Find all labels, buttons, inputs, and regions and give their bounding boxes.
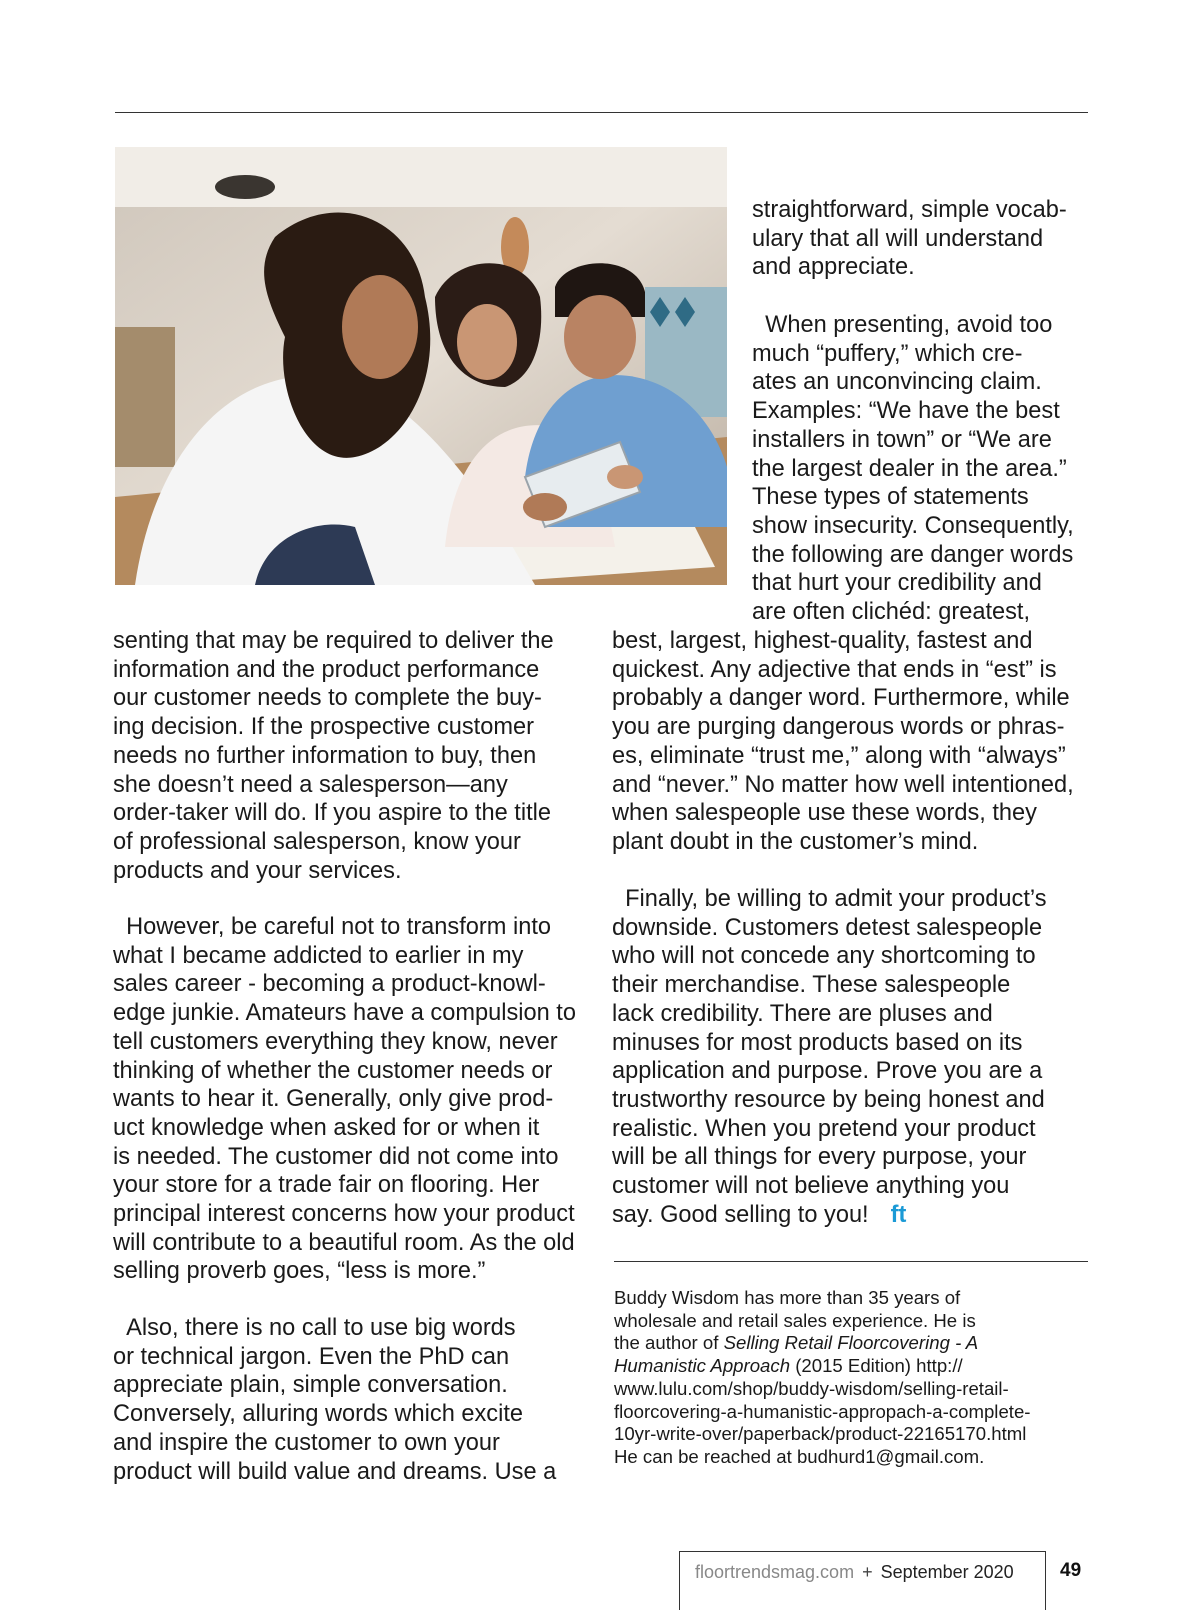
top-divider [115, 112, 1088, 113]
author-bio: Buddy Wisdom has more than 35 years of wholesale and retail sales experience. He is the author of Selling Retail Floorcovering - A Humanistic Approach (2015 Edition) http:// www.lulu.com/shop/buddy-wisdom/selling-retail- floorcovering-a-humanistic-appropach-a-complete- 10yr-write-over/paperback/product-22165170.html He can be reached at budhurd1@gmail.com. [614, 1287, 1031, 1467]
footer-date: September 2020 [880, 1562, 1014, 1582]
book-title-continued: Humanistic Approach [614, 1355, 791, 1377]
book-url: www.lulu.com/shop/buddy-wisdom/selling-retail- [614, 1377, 1009, 1399]
footer-site: floortrendsmag.com [695, 1562, 855, 1582]
paragraph-jargon: Also, there is no call to use big words or technical jargon. Even the PhD can appreciate plain, simple conversation. Conversely, alluring words which excite and inspire the customer to own your product will build value and dreams. Use a [113, 1315, 557, 1485]
page-number: 49 [1060, 1560, 1082, 1581]
closing-line: say. Good selling to you! ft [612, 1201, 907, 1228]
paragraph-puffery: When presenting, avoid too much “puffery,” which cre- ates an unconvincing claim. Examples: “We have the best installers in town” or “We are the largest dealer in the area.” These types of statements show insecurity. Consequently, the following are danger words that hurt your credibility and are often clichéd: greatest, [752, 312, 1074, 626]
paragraph-vocabulary-continued: straightforward, simple vocab- ulary that all will understand and appreciate. [752, 197, 1067, 281]
paragraph-product-knowledge: senting that may be required to deliver the information and the product performance our customer needs to complete the buy- ing decision. If the prospective customer needs no further information to buy, then she doesn’t need a salesperson—any order-taker will do. If you aspire to the title of professional salesperson, know your products and your services. [113, 628, 554, 884]
footer-credit [695, 1561, 1014, 1583]
paragraph-finally: Finally, be willing to admit your product’s downside. Customers detest salespeople who will not concede any shortcoming to their merchandise. These salespeople lack credibility. There are pluses and minuses for most products based on its application and purpose. Prove you are a trustworthy resource by being honest and realistic. When you pretend your product will be all things for every purpose, your customer will not believe anything you say. Good selling to you! ft [612, 886, 1047, 1228]
bio-divider [614, 1261, 1088, 1262]
paragraph-puffery-continued: best, largest, highest-quality, fastest and quickest. Any adjective that ends in “est” is probably a danger word. Furthermore, while you are purging dangerous words or phras- es, eliminate “trust me,” along with “always” and “never.” No matter how well intentioned, when salespeople use these words, they plant doubt in the customer’s mind. [612, 628, 1074, 855]
book-title: Selling Retail Floorcovering - A [723, 1332, 979, 1354]
article-photo [115, 147, 727, 585]
paragraph-knowledge-junkie: However, be careful not to transform into what I became addicted to earlier in my sales career - becoming a product-knowl- edge junkie. Amateurs have a compulsion to tell customers everything they know, never thinking of whether the customer needs or wants to hear it. Generally, only give prod- uct knowledge when asked for or when it is needed. The customer did not come into your store for a trade fair on flooring. Her principal interest concerns how your product will contribute to a beautiful room. As the old selling proverb goes, “less is more.” [113, 914, 576, 1285]
photo-illustration [115, 147, 727, 585]
author-contact: He can be reached at budhurd1@gmail.com. [614, 1445, 985, 1467]
end-mark-icon: ft [890, 1201, 907, 1228]
footer-separator: + [862, 1562, 873, 1582]
